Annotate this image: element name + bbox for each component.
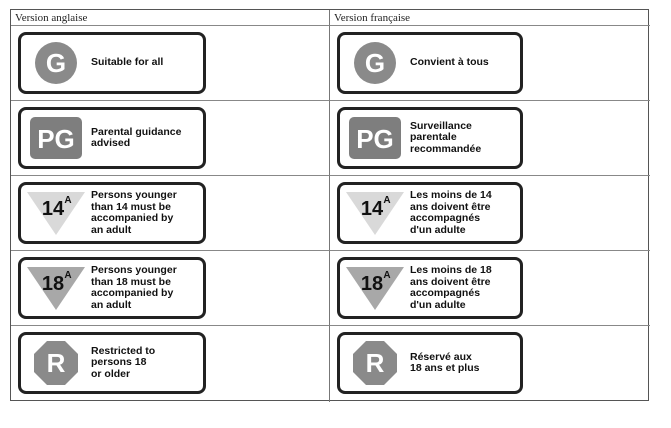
18a-triangle-icon [21, 260, 91, 316]
r-octagon-icon [21, 335, 91, 391]
14a-triangle-icon [340, 185, 410, 241]
rating-card-18a-fr [337, 257, 523, 319]
cell-en-18a [11, 251, 330, 326]
header-french-label: Version française [334, 12, 411, 24]
rating-text-pg-en: Parental guidance advised [91, 125, 182, 149]
rating-card-g-en [18, 32, 206, 94]
rating-card-r-fr [337, 332, 523, 394]
pg-square-icon [340, 110, 410, 166]
rating-card-14a-fr [337, 182, 523, 244]
14a-badge-sup: A [64, 195, 72, 206]
cell-fr-14a [330, 176, 650, 251]
rating-card-pg-fr [337, 107, 523, 169]
rating-card-14a-en [18, 182, 206, 244]
rating-text-r-fr: Réservé aux 18 ans et plus [410, 350, 480, 374]
cell-en-pg [11, 101, 330, 176]
header-english-label: Version anglaise [15, 12, 88, 24]
rating-text-14a-en: Persons younger than 14 must be accompanied by an adult [91, 189, 177, 236]
rating-text-18a-fr: Les moins de 18 ans doivent être accompagnés d'un adulte [410, 264, 492, 311]
18a-triangle-icon [340, 260, 410, 316]
cell-en-14a [11, 176, 330, 251]
18a-badge-sup: A [64, 270, 72, 281]
rating-text-g-en: Suitable for all [91, 56, 164, 69]
r-badge-letter: R [46, 348, 66, 378]
rating-text-r-en: Restricted to persons 18 or older [91, 344, 156, 380]
rating-text-14a-fr: Les moins de 14 ans doivent être accompagnés d'un adulte [410, 189, 492, 236]
cell-en-r [11, 326, 330, 402]
14a-badge-sup: A [383, 195, 391, 206]
r-badge-letter: R [365, 348, 385, 378]
g-circle-icon [340, 35, 410, 91]
rating-card-18a-en [18, 257, 206, 319]
g-badge-letter: G [364, 48, 386, 78]
g-badge-letter: G [45, 48, 67, 78]
rating-card-g-fr [337, 32, 523, 94]
18a-badge-sup: A [383, 270, 391, 281]
pg-badge-letter: PG [37, 124, 75, 154]
14a-badge-number: 14 [360, 198, 384, 220]
rating-card-r-en [18, 332, 206, 394]
rating-text-pg-fr: Surveillance parentale recommandée [410, 119, 482, 155]
rating-text-18a-en: Persons younger than 18 must be accompanied by an adult [91, 264, 177, 311]
cell-fr-18a [330, 251, 650, 326]
pg-badge-letter: PG [356, 124, 394, 154]
14a-triangle-icon [21, 185, 91, 241]
18a-badge-number: 18 [360, 273, 384, 295]
rating-card-pg-en [18, 107, 206, 169]
cell-fr-g [330, 26, 650, 101]
rating-text-g-fr: Convient à tous [410, 56, 489, 69]
header-english [11, 10, 330, 26]
18a-badge-number: 18 [41, 273, 65, 295]
header-french [330, 10, 650, 26]
cell-en-g [11, 26, 330, 101]
cell-fr-r [330, 326, 650, 402]
cell-fr-pg [330, 101, 650, 176]
ratings-table [10, 9, 649, 401]
r-octagon-icon [340, 335, 410, 391]
pg-square-icon [21, 110, 91, 166]
g-circle-icon [21, 35, 91, 91]
14a-badge-number: 14 [41, 198, 65, 220]
